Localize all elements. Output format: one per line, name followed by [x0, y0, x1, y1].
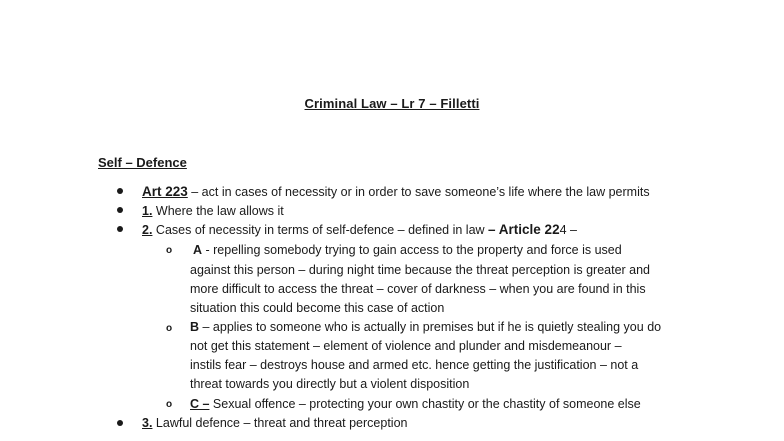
- bullet-dot: [117, 188, 123, 194]
- list-item: 1. Where the law allows it: [142, 204, 284, 218]
- bullet-dot: [117, 207, 123, 213]
- document-title: Criminal Law – Lr 7 – Filletti: [304, 96, 480, 111]
- sub-list-item-continuation: situation this could become this case of action: [190, 301, 445, 315]
- bullet-dot: [117, 420, 123, 426]
- sub-list-item-continuation: instils fear – destroys house and armed etc. hence getting the justification – not a: [190, 358, 639, 372]
- bullet-dot: [117, 226, 123, 232]
- sub-list-item-continuation: more difficult to access the threat – cover of darkness – when you are found in this: [190, 282, 646, 296]
- section-heading: Self – Defence: [98, 155, 187, 170]
- sub-list-item: C – Sexual offence – protecting your own chastity or the chastity of someone else: [190, 397, 641, 411]
- sub-list-item-continuation: threat towards you directly but a violent disposition: [190, 377, 470, 391]
- sub-list-item-continuation: against this person – during night time because the threat perception is greater and: [190, 263, 651, 277]
- list-item: Art 223 – act in cases of necessity or in order to save someone’s life where the law permits: [142, 184, 650, 199]
- sub-bullet-marker: o: [166, 399, 173, 410]
- sub-bullet-marker: o: [166, 245, 173, 256]
- sub-list-item-continuation: not get this statement – element of violence and plunder and misdemeanour –: [190, 339, 622, 353]
- sub-list-item: B – applies to someone who is actually in premises but if he is quietly stealing you do: [190, 320, 662, 334]
- list-item: 3. Lawful defence – threat and threat perception: [142, 416, 408, 430]
- sub-bullet-marker: o: [166, 323, 173, 334]
- sub-list-item: A - repelling somebody trying to gain access to the property and force is used: [193, 243, 622, 257]
- list-item: 2. Cases of necessity in terms of self-defence – defined in law – Article 224 –: [142, 222, 577, 237]
